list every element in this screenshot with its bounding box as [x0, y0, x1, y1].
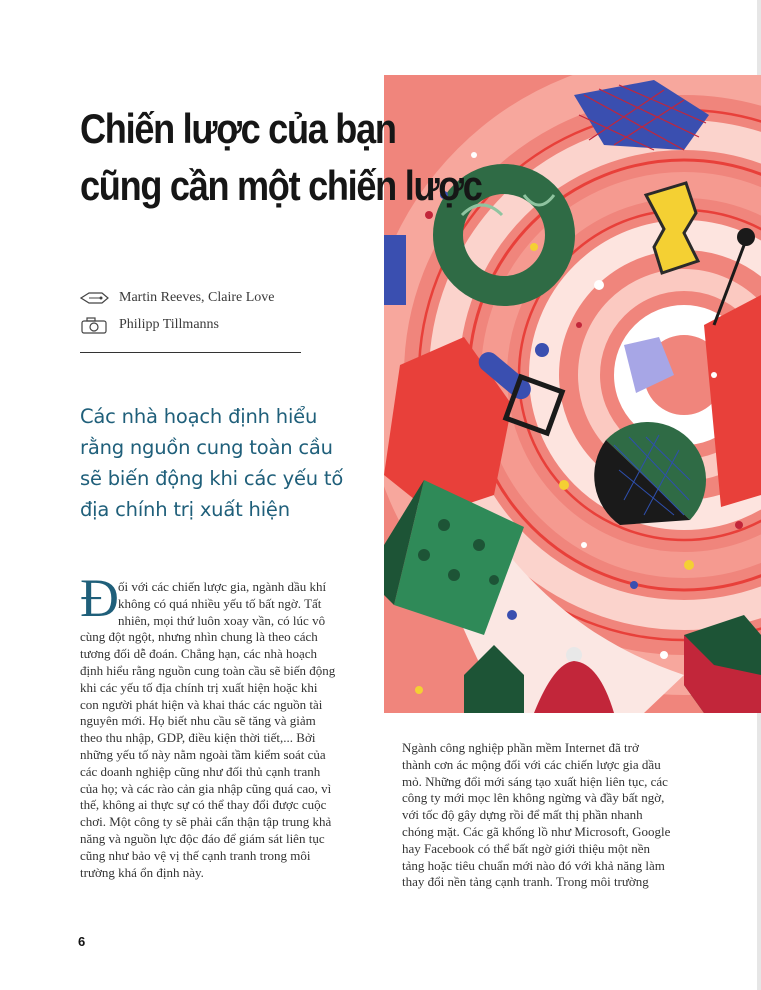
body-line: chơi. Một công ty sẽ phải cẩn thận tập trung khả [80, 814, 332, 830]
body-column-left [80, 579, 370, 881]
body-line: nguyên mới. Họ biết nhu cầu sẽ tăng và giảm [80, 713, 316, 729]
title-line-1: Chiến lược của bạn [80, 105, 396, 152]
body-line: không có quá nhiều yếu tố bất ngờ. Tất [118, 595, 322, 611]
body-line: với tốc độ gây dựng rồi để mất thị phần nhanh [402, 807, 643, 823]
body-line: những yếu tố này nằm ngoài tầm kiểm soát của [80, 746, 326, 762]
body-line: chóng mặt. Các gã khổng lồ như Microsoft, Google [402, 823, 671, 839]
body-line: con người phát hiện và khai thác các nguồn tài [80, 696, 323, 712]
body-line: tương đối dễ đoán. Chẳng hạn, các nhà hoạch [80, 646, 318, 662]
photographer-name: Philipp Tillmanns [119, 316, 219, 332]
body-line: hay Facebook có thể bất ngờ giới thiệu một nền [402, 840, 651, 856]
body-line: thành cơn ác mộng đối với các chiến lược gia dầu [402, 756, 661, 772]
body-line: của họ; và các rào cản gia nhập cũng quá cao, vì [80, 780, 332, 796]
subtitle-line: Các nhà hoạch định hiểu [80, 405, 318, 428]
body-line: thế, không ai thực sự có thể thay đổi được cuộc [80, 797, 327, 813]
body-line: khi các yếu tố địa chính trị xuất hiện hoặc khi [80, 679, 318, 695]
title-line-2: cũng cần một chiến lược [80, 162, 482, 209]
writer-credit [80, 284, 301, 311]
body-line: theo thu nhập, GDP, điều kiện thời tiết,... Bởi [80, 730, 316, 746]
body-line: thay đổi nền tảng cạnh tranh. Trong môi trường [402, 874, 649, 890]
subtitle-line: sẽ biến động khi các yếu tố [80, 467, 344, 490]
body-line: năng và nguồn lực độc đáo để giám sát liên tục [80, 830, 325, 846]
drop-cap: Đ [80, 568, 119, 628]
body-line: định hiểu rằng nguồn cung toàn cầu sẽ biến động [80, 662, 336, 678]
page-number: 6 [78, 934, 86, 949]
camera-icon [80, 316, 110, 334]
body-line: trường khá ổn định này. [80, 864, 204, 880]
body-line: cũng như bảo vệ vị thế cạnh tranh trong môi [80, 847, 311, 863]
body-line: nhiên, mọi thứ luôn xoay vần, có lúc vô [118, 612, 326, 628]
subtitle-line: địa chính trị xuất hiện [80, 498, 290, 521]
body-column-right [402, 740, 712, 891]
body-line: Ngành công nghiệp phần mềm Internet đã trở [402, 740, 639, 755]
writer-names: Martin Reeves, Claire Love [119, 289, 275, 305]
body-line: tảng hoặc tiêu chuẩn mới nào đó với khả năng làm [402, 857, 665, 873]
article-title [80, 100, 481, 214]
body-line: các doanh nghiệp cũng như đối thủ cạnh tranh [80, 763, 321, 779]
body-line: cùng đột ngột, nhưng nhìn chung là theo cách [80, 629, 318, 645]
pen-nib-icon [80, 289, 110, 307]
credits-block [80, 284, 301, 353]
article-subtitle [80, 401, 380, 525]
photographer-credit [80, 311, 301, 338]
body-line: ối với các chiến lược gia, ngành dầu khí [118, 579, 327, 594]
subtitle-line: rằng nguồn cung toàn cầu [80, 436, 333, 459]
body-line: công ty mới mọc lên không ngừng và đầy bất ngờ, [402, 790, 665, 806]
body-line: mỏ. Những đổi mới sáng tạo xuất hiện liên tục, các [402, 773, 668, 789]
